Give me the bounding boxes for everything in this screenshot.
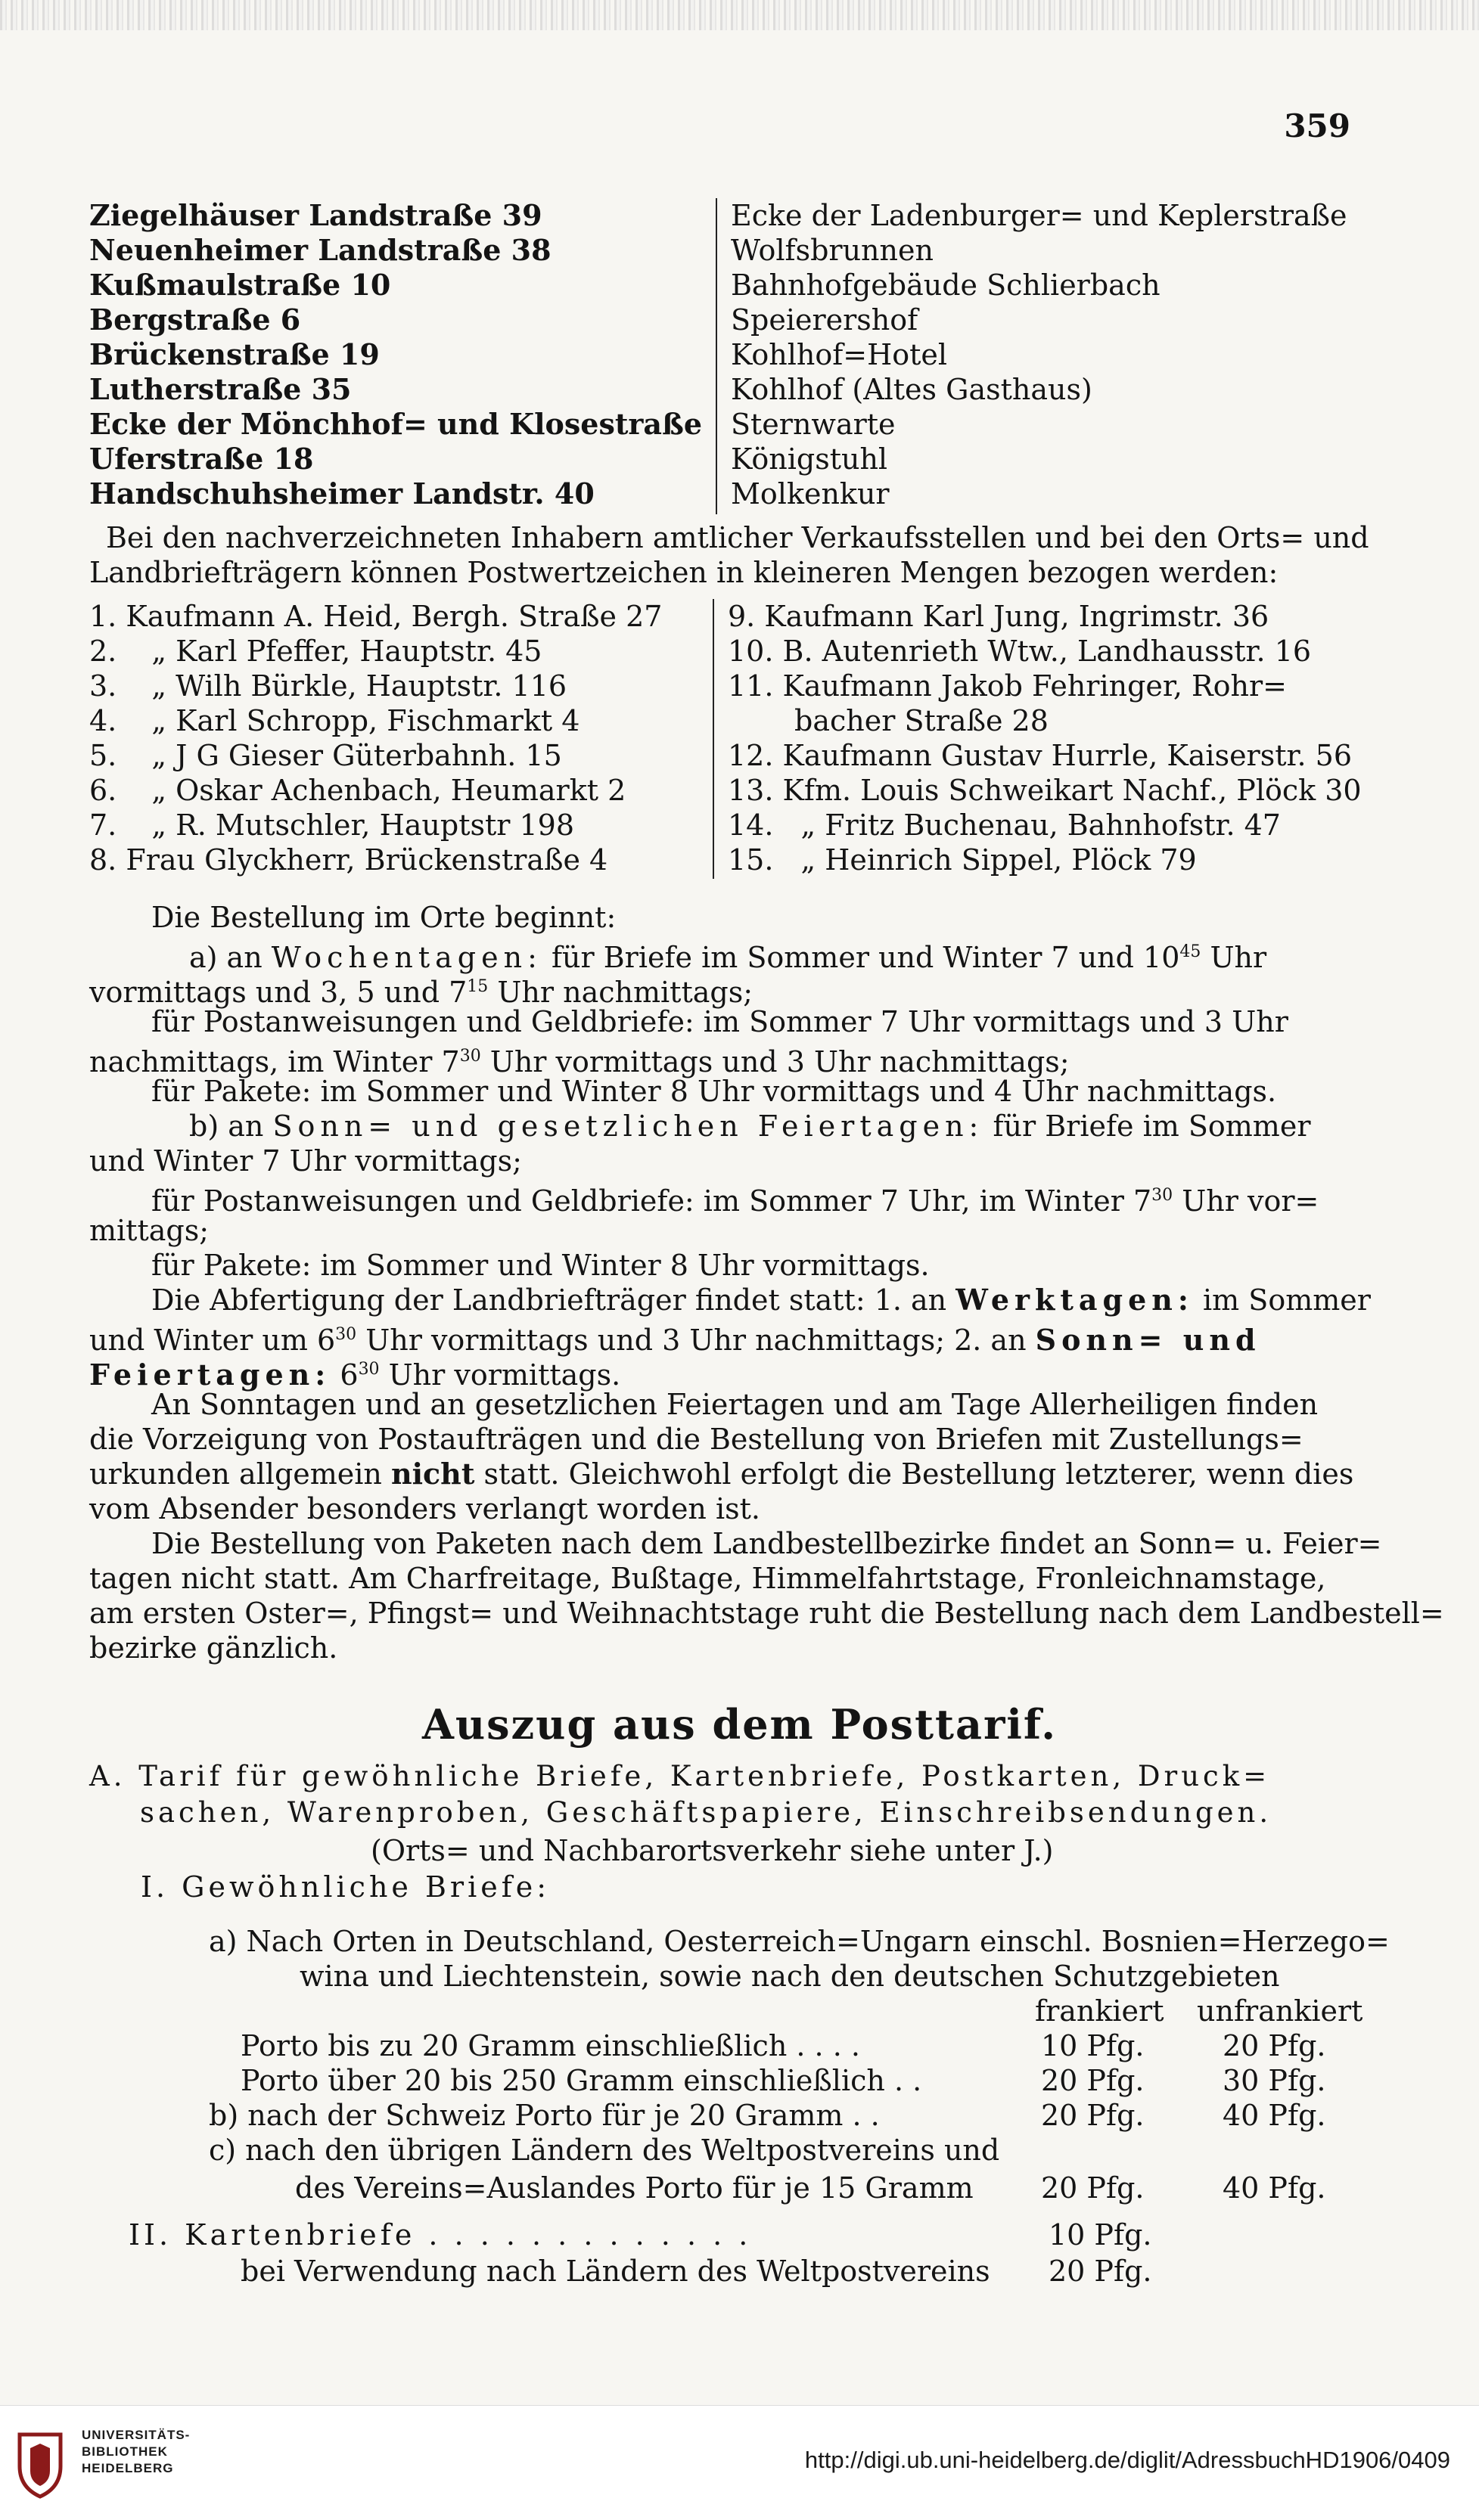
intro-line: Landbriefträgern können Postwertzeichen in kleineren Mengen bezogen werden: bbox=[89, 556, 1279, 589]
office-item: Kohlhof (Altes Gasthaus) bbox=[731, 373, 1092, 406]
tariff-row-label: bei Verwendung nach Ländern des Weltpostvereins bbox=[241, 2255, 990, 2288]
text-line: für Pakete: im Sommer und Winter 8 Uhr vormittags und 4 Uhr nachmittags. bbox=[151, 1075, 1277, 1108]
office-item: Uferstraße 18 bbox=[89, 442, 314, 476]
text-line: mittags; bbox=[89, 1214, 210, 1247]
office-item: Kußmaulstraße 10 bbox=[89, 268, 391, 302]
text-line: b) an Sonn= und gesetzlichen Feiertagen: für Briefe im Sommer bbox=[189, 1109, 1311, 1143]
text-line: für Postanweisungen und Geldbriefe: im Sommer 7 Uhr vormittags und 3 Uhr bbox=[151, 1005, 1288, 1038]
office-item: Lutherstraße 35 bbox=[89, 372, 352, 406]
office-item: Brückenstraße 19 bbox=[89, 337, 380, 371]
column-divider bbox=[716, 198, 717, 514]
seller-item: 1. Kaufmann A. Heid, Bergh. Straße 27 bbox=[89, 600, 663, 633]
seller-item: 8. Frau Glyckherr, Brückenstraße 4 bbox=[89, 843, 608, 877]
text-line: vom Absender besonders verlangt worden ist. bbox=[89, 1492, 760, 1525]
office-item: Ecke der Ladenburger= und Keplerstraße bbox=[731, 199, 1347, 232]
office-item: Handschuhsheimer Landstr. 40 bbox=[89, 476, 595, 511]
seller-item: 2. „ Karl Pfeffer, Hauptstr. 45 bbox=[89, 635, 542, 668]
tariff-row-frankiert: 10 Pfg. bbox=[1041, 2029, 1145, 2062]
office-item: Wolfsbrunnen bbox=[731, 234, 934, 267]
seller-item: 12. Kaufmann Gustav Hurrle, Kaiserstr. 56 bbox=[728, 739, 1352, 772]
tariff-subheading: II. Kartenbriefe . . . . . . . . . . . . . bbox=[129, 2218, 752, 2252]
office-item: Kohlhof=Hotel bbox=[731, 338, 948, 371]
footer-bar bbox=[0, 2405, 1479, 2520]
office-item: Bahnhofgebäude Schlierbach bbox=[731, 268, 1161, 302]
tariff-row-label: c) nach den übrigen Ländern des Weltpostvereins und bbox=[209, 2134, 1000, 2167]
text-line: und Winter 7 Uhr vormittags; bbox=[89, 1144, 522, 1178]
tariff-row-unfrankiert: 40 Pfg. bbox=[1223, 2099, 1326, 2132]
text-line: am ersten Oster=, Pfingst= und Weihnachtstage ruht die Bestellung nach dem Landbestell= bbox=[89, 1597, 1444, 1630]
tariff-heading: sachen, Warenproben, Geschäftspapiere, Einschreibsendungen. bbox=[140, 1796, 1272, 1829]
library-name: UNIVERSITÄTS- BIBLIOTHEK HEIDELBERG bbox=[82, 2428, 191, 2475]
tariff-row-frankiert: 20 Pfg. bbox=[1049, 2255, 1152, 2288]
office-item: Ziegelhäuser Landstraße 39 bbox=[89, 198, 542, 232]
tariff-row-frankiert: 20 Pfg. bbox=[1041, 2064, 1145, 2097]
column-divider bbox=[713, 599, 714, 879]
text-line: für Postanweisungen und Geldbriefe: im Sommer 7 Uhr, im Winter $7^{30}$ Uhr vor= bbox=[151, 1184, 1319, 1218]
source-url-link[interactable]: http://digi.ub.uni-heidelberg.de/diglit/AdressbuchHD1906/0409 bbox=[804, 2447, 1450, 2473]
text-line: tagen nicht statt. Am Charfreitage, Bußtage, Himmelfahrtstage, Fronleichnamstage, bbox=[89, 1562, 1326, 1595]
tariff-row-frankiert: 20 Pfg. bbox=[1041, 2171, 1145, 2205]
intro-line: Bei den nachverzeichneten Inhabern amtlicher Verkaufsstellen und bei den Orts= und bbox=[106, 521, 1369, 554]
tariff-row-frankiert: 10 Pfg. bbox=[1049, 2218, 1152, 2252]
seller-item: 7. „ R. Mutschler, Hauptstr 198 bbox=[89, 808, 575, 842]
page-number: 359 bbox=[1284, 107, 1350, 144]
university-seal-icon bbox=[14, 2425, 67, 2500]
tariff-row-label: Porto über 20 bis 250 Gramm einschließlich . . bbox=[241, 2064, 922, 2097]
office-item: Neuenheimer Landstraße 38 bbox=[89, 233, 552, 267]
text-line: nachmittags, im Winter $7^{30}$ Uhr vormittags und 3 Uhr nachmittags; bbox=[89, 1045, 1070, 1078]
office-item: Speierershof bbox=[731, 303, 918, 337]
seller-item: 15. „ Heinrich Sippel, Plöck 79 bbox=[728, 843, 1197, 877]
office-item: Ecke der Mönchhof= und Klosestraße bbox=[89, 407, 703, 441]
office-item: Königstuhl bbox=[731, 442, 888, 476]
text-line: Die Bestellung von Paketen nach dem Landbestellbezirke findet an Sonn= u. Feier= bbox=[151, 1527, 1382, 1560]
seller-item: 5. „ J G Gieser Güterbahnh. 15 bbox=[89, 739, 562, 772]
text-line: Die Abfertigung der Landbriefträger findet statt: 1. an Werktagen: im Sommer bbox=[151, 1283, 1371, 1317]
tariff-row-frankiert: 20 Pfg. bbox=[1041, 2099, 1145, 2132]
page-edge bbox=[0, 0, 1479, 30]
seller-item: 3. „ Wilh Bürkle, Hauptstr. 116 bbox=[89, 669, 567, 703]
office-item: Sternwarte bbox=[731, 408, 896, 441]
seller-item: 9. Kaufmann Karl Jung, Ingrimstr. 36 bbox=[728, 600, 1269, 633]
text-line: bezirke gänzlich. bbox=[89, 1631, 338, 1665]
tariff-row-unfrankiert: 40 Pfg. bbox=[1223, 2171, 1326, 2205]
text-line: a) an Wochentagen: für Briefe im Sommer und Winter 7 und $10^{45}$ Uhr bbox=[189, 941, 1267, 974]
seller-item: 10. B. Autenrieth Wtw., Landhausstr. 16 bbox=[728, 635, 1312, 668]
tariff-row-unfrankiert: 20 Pfg. bbox=[1223, 2029, 1326, 2062]
tariff-row-unfrankiert: 30 Pfg. bbox=[1223, 2064, 1326, 2097]
text-line: und Winter um $6^{30}$ Uhr vormittags und 3 Uhr nachmittags; 2. an Sonn= und bbox=[89, 1323, 1261, 1357]
seller-item: 6. „ Oskar Achenbach, Heumarkt 2 bbox=[89, 774, 626, 807]
tariff-row-label: b) nach der Schweiz Porto für je 20 Gramm . . bbox=[209, 2099, 880, 2132]
office-item: Molkenkur bbox=[731, 477, 890, 511]
seller-item: 11. Kaufmann Jakob Fehringer, Rohr= bbox=[728, 669, 1287, 703]
column-header-frankiert: frankiert bbox=[1035, 1994, 1164, 2028]
tariff-row-label: des Vereins=Auslandes Porto für je 15 Gramm bbox=[295, 2171, 974, 2205]
seller-item: 13. Kfm. Louis Schweikart Nachf., Plöck 30 bbox=[728, 774, 1362, 807]
text-line: wina und Liechtenstein, sowie nach den deutschen Schutzgebieten bbox=[300, 1960, 1280, 1993]
tariff-row-label: Porto bis zu 20 Gramm einschließlich . . . . bbox=[241, 2029, 860, 2062]
seller-item: 4. „ Karl Schropp, Fischmarkt 4 bbox=[89, 704, 580, 737]
text-line: a) Nach Orten in Deutschland, Oesterreich=Ungarn einschl. Bosnien=Herzego= bbox=[209, 1925, 1390, 1958]
seller-item: bacher Straße 28 bbox=[794, 704, 1049, 737]
tariff-subheading: I. Gewöhnliche Briefe: bbox=[141, 1870, 551, 1904]
tariff-heading: A. Tarif für gewöhnliche Briefe, Kartenbriefe, Postkarten, Druck= bbox=[89, 1760, 1271, 1792]
tariff-title: Auszug aus dem Posttarif. bbox=[421, 1700, 1058, 1749]
text-line: urkunden allgemein nicht statt. Gleichwohl erfolgt die Bestellung letzterer, wenn dies bbox=[89, 1457, 1354, 1491]
column-header-unfrankiert: unfrankiert bbox=[1197, 1994, 1363, 2028]
tariff-note: (Orts= und Nachbarortsverkehr siehe unter J.) bbox=[371, 1834, 1054, 1867]
text-line: die Vorzeigung von Postaufträgen und die Bestellung von Briefen mit Zustellungs= bbox=[89, 1423, 1303, 1456]
text-line: vormittags und 3, 5 und $7^{15}$ Uhr nachmittags; bbox=[89, 976, 753, 1009]
office-item: Bergstraße 6 bbox=[89, 303, 301, 337]
text-line: für Pakete: im Sommer und Winter 8 Uhr vormittags. bbox=[151, 1249, 930, 1282]
text-line: An Sonntagen und an gesetzlichen Feiertagen und am Tage Allerheiligen finden bbox=[151, 1388, 1319, 1421]
seller-item: 14. „ Fritz Buchenau, Bahnhofstr. 47 bbox=[728, 808, 1281, 842]
text-line: Feiertagen: $6^{30}$ Uhr vormittags. bbox=[89, 1358, 621, 1392]
text-line: Die Bestellung im Orte beginnt: bbox=[151, 901, 617, 934]
